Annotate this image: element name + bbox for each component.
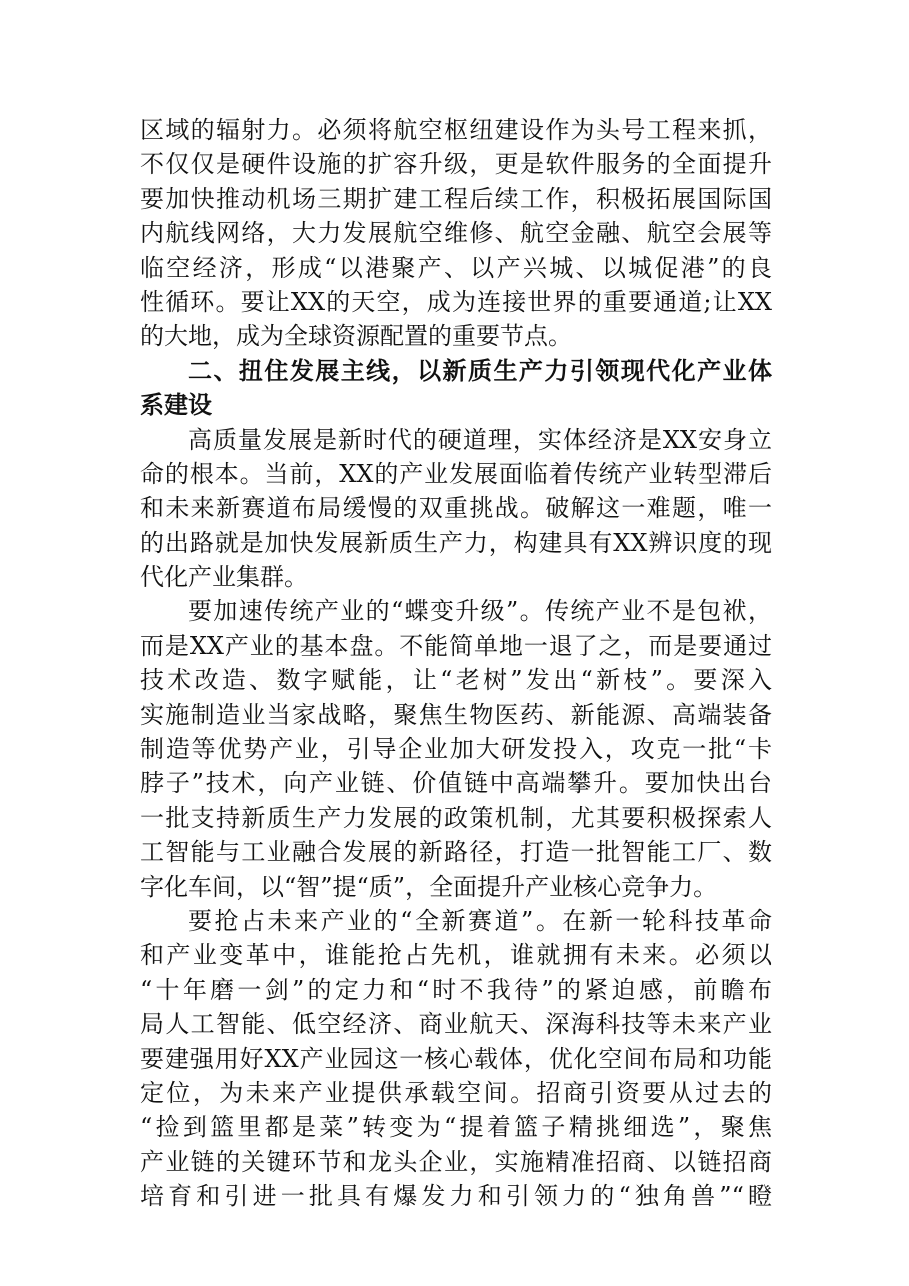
text-line: 的出路就是加快发展新质生产力，构建具有XX辨识度的现 <box>140 528 772 557</box>
text-line: 内航线网络，大力发展航空维修、航空金融、航空会展等 <box>140 219 772 248</box>
text-line: “十年磨一剑”的定力和“时不我待”的紧迫感，前瞻布 <box>140 975 772 1004</box>
text-line: 临空经济，形成“以港聚产、以产兴城、以城促港”的良 <box>140 253 772 282</box>
heading-line: 二、扭住发展主线，以新质生产力引领现代化产业体 <box>188 356 772 385</box>
text-line: 性循环。要让XX的天空，成为连接世界的重要通道;让XX <box>140 287 772 316</box>
text-line: 和产业变革中，谁能抢占先机，谁就拥有未来。必须以 <box>140 941 772 970</box>
text-line: 和未来新赛道布局缓慢的双重挑战。破解这一难题，唯一 <box>140 494 772 523</box>
text-line: 而是XX产业的基本盘。不能简单地一退了之，而是要通过 <box>140 631 772 660</box>
text-line: 一批支持新质生产力发展的政策机制，尤其要积极探索人 <box>140 803 772 832</box>
text-line: 要加快推动机场三期扩建工程后续工作，积极拓展国际国 <box>140 184 772 213</box>
text-line: 字化车间，以“智”提“质”，全面提升产业核心竞争力。 <box>140 872 718 901</box>
text-line: 要加速传统产业的“蝶变升级”。传统产业不是包袱， <box>188 597 772 626</box>
text-line: 培育和引进一批具有爆发力和引领力的“独角兽”“瞪 <box>140 1182 772 1211</box>
text-line: 代化产业集群。 <box>140 563 308 592</box>
body-paragraph <box>140 594 772 904</box>
text-line: 要抢占未来产业的“全新赛道”。在新一轮科技革命 <box>188 906 772 935</box>
body-paragraph <box>140 423 772 595</box>
text-line: 脖子”技术，向产业链、价值链中高端攀升。要加快出台 <box>140 769 772 798</box>
text-line: 区域的辐射力。必须将航空枢纽建设作为头号工程来抓， <box>140 116 772 144</box>
document-page <box>140 113 772 1214</box>
body-paragraph <box>140 113 772 354</box>
heading-line: 系建设 <box>140 391 212 420</box>
text-line: 工智能与工业融合发展的新路径，打造一批智能工厂、数 <box>140 838 772 867</box>
text-line: 技术改造、数字赋能，让“老树”发出“新枝”。要深入 <box>140 666 772 695</box>
section-heading <box>140 354 772 423</box>
body-paragraph <box>140 904 772 1214</box>
text-line: 实施制造业当家战略，聚焦生物医药、新能源、高端装备 <box>140 700 772 729</box>
text-line: 命的根本。当前，XX的产业发展面临着传统产业转型滞后 <box>140 459 772 488</box>
text-line: 不仅仅是硬件设施的扩容升级，更是软件服务的全面提升 <box>140 150 772 179</box>
text-line: 产业链的关键环节和龙头企业，实施精准招商、以链招商 <box>140 1147 772 1176</box>
text-line: 的大地，成为全球资源配置的重要节点。 <box>140 322 572 351</box>
text-line: 局人工智能、低空经济、商业航天、深海科技等未来产业 <box>140 1010 772 1039</box>
text-line: 要建强用好XX产业园这一核心载体，优化空间布局和功能 <box>140 1044 772 1073</box>
text-line: “捡到篮里都是菜”转变为“提着篮子精挑细选”，聚焦 <box>140 1113 772 1142</box>
text-line: 高质量发展是新时代的硬道理，实体经济是XX安身立 <box>188 425 772 454</box>
text-line: 制造等优势产业，引导企业加大研发投入，攻克一批“卡 <box>140 735 772 764</box>
text-line: 定位，为未来产业提供承载空间。招商引资要从过去的 <box>140 1078 772 1107</box>
